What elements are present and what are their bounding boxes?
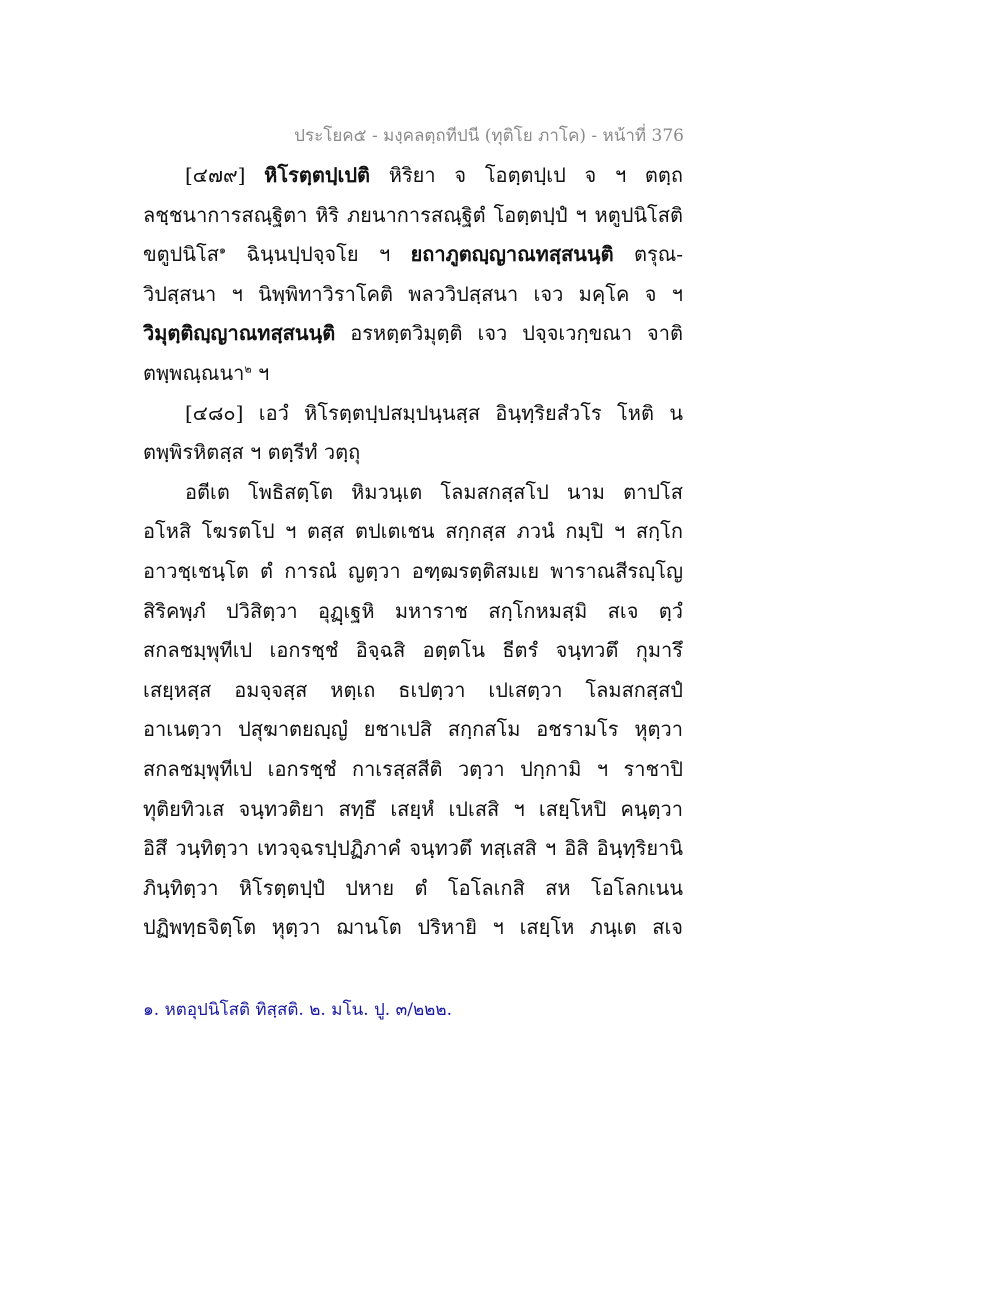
main-text (143, 156, 683, 948)
footnote: ๑. หตอุปนิโสติ ทิสฺสติ. ๒. มโน. ปู. ๓/๒๒๒. (143, 1000, 452, 1020)
text-line: ภินฺทิตฺวา หิโรตฺตปฺปํ ปหาย ตํ โอโลเกสิ สห โอโลกเนน (143, 875, 683, 900)
text-line: อตีเต โพธิสตฺโต หิมวนฺเต โลมสกสฺสโป นาม ตาปโส (185, 479, 683, 504)
text-line: อิสึ วนฺทิตฺวา เทวจฺฉรปฺปฏิภาคํ จนฺทวตึ ทสฺเสสิ ฯ อิสิ อินฺทฺริยานิ (143, 836, 683, 861)
text-line: วิปสฺสนา ฯ นิพฺพิทาวิราโคติ พลววิปสฺสนา เจว มคฺโค จ ฯ (143, 281, 683, 306)
text-line: สิริคพฺภํ ปวิสิตฺวา อุฏฺเฐหิ มหาราช สกฺโกหมสฺมิ สเจ ตฺวํ (143, 598, 683, 623)
text-line: เสยฺหสฺส อมจฺจสฺส หตฺเถ ธเปตฺวา เปเสตฺวา โลมสกสฺสปํ (143, 677, 683, 702)
text-line: [๔๗๙] หิโรตฺตปฺเปติ หิริยา จ โอตฺตปฺเป จ ฯ ตตฺถ (185, 163, 683, 187)
footnote-marker: ๒ (244, 362, 252, 376)
text-line: ขตูปนิโส$^๑$ ฉินฺนปฺปจฺจโย ฯ ยถาภูตญฺญาณทสฺสนนฺติ ตรุณ- (143, 242, 683, 267)
page-header: ประโยค๕ - มงฺคลตฺถทีปนี (ทุติโย ภาโค) - หน้าที่ 376 (294, 126, 684, 146)
text-line: อาวชฺเชนฺโต ตํ การณํ ญตฺวา อฑฺฒรตฺติสมเย พาราณสีรญฺโญ (143, 558, 683, 583)
text-line: สกลชมฺพุทีเป เอกรชฺชํ กาเรสฺสสีติ วตฺวา ปกฺกามิ ฯ ราชาปิ (143, 756, 683, 781)
text-line: ปฏิพทฺธจิตฺโต หุตฺวา ฌานโต ปริหายิ ฯ เสยฺโห ภนฺเต สเจ (143, 915, 683, 940)
footnote-marker: ๑ (218, 243, 226, 257)
bold-term: หิโรตฺตปฺเปติ (264, 163, 371, 187)
text-line: ตพฺพณฺณนา$^๒$ ฯ (143, 360, 270, 385)
text-line: สกลชมฺพุทีเป เอกรชฺชํ อิจฺฉสิ อตฺตโน ธีตรํ จนฺทวตึ กุมารึ (143, 638, 683, 663)
text-line: อโหสิ โฆรตโป ฯ ตสฺส ตปเตเชน สกฺกสฺส ภวนํ กมฺปิ ฯ สกฺโก (143, 519, 683, 544)
text-line: [๔๘๐] เอวํ หิโรตฺตปฺปสมฺปนฺนสฺส อินฺทฺริยสํวโร โหติ น (185, 400, 683, 425)
bold-term: ยถาภูตญฺญาณทสฺสนนฺติ (410, 242, 614, 267)
text-line: ตพฺพิรหิตสฺส ฯ ตตฺรีทํ วตฺถุ (143, 440, 361, 465)
text-line: ทุติยทิวเส จนฺทวติยา สทฺธึ เสยฺหํ เปเสสิ ฯ เสยฺโหปิ คนฺตฺวา (143, 796, 683, 821)
text-line: ลชฺชนาการสณฺฐิตา หิริ ภยนาการสณฺฐิตํ โอตฺตปฺปํ ฯ หตูปนิโสติ (143, 202, 683, 227)
text-line: วิมุตฺติญฺญาณทสฺสนนฺติ อรหตฺตวิมุตฺติ เจว ปจฺจเวกฺขณา จาติ (143, 321, 683, 346)
bold-term: วิมุตฺติญฺญาณทสฺสนนฺติ (143, 321, 336, 346)
text-line: อาเนตฺวา ปสุฆาตยญฺญํ ยชาเปสิ สกฺกสโม อชรามโร หุตฺวา (143, 717, 683, 742)
